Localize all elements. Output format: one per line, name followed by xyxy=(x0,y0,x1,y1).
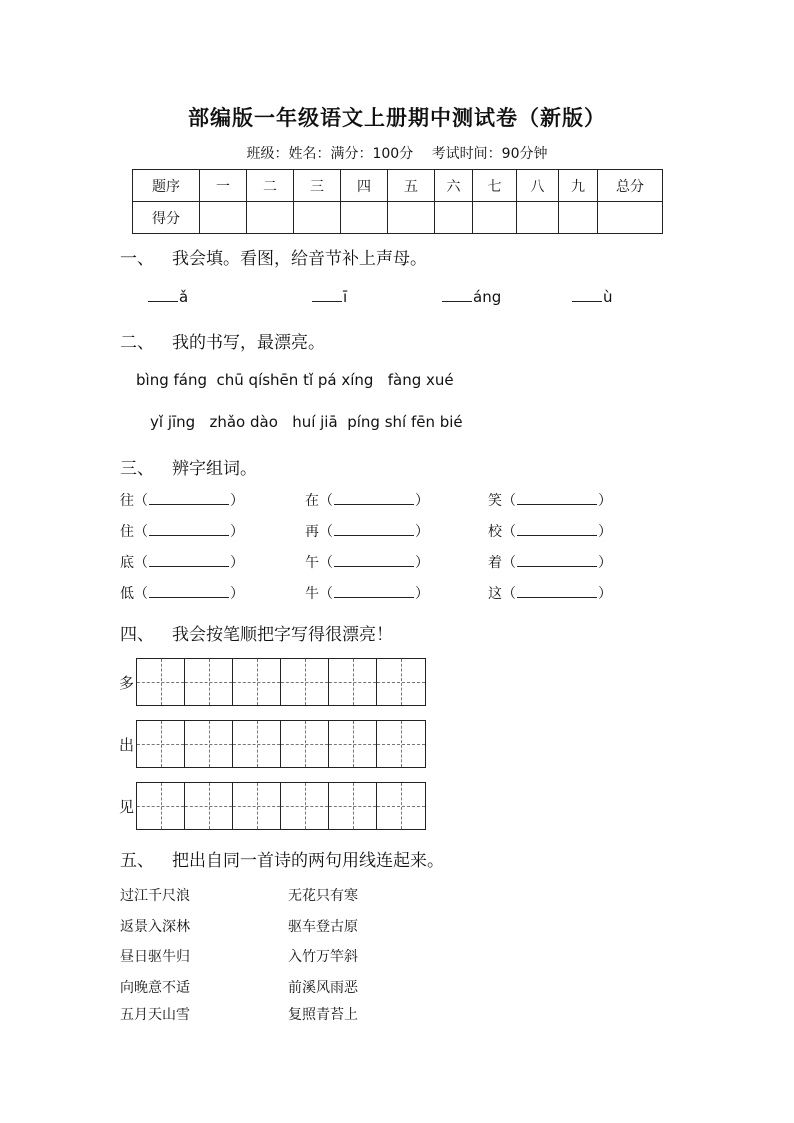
paren-open: （ xyxy=(319,524,333,540)
section-text: 我会按笔顺把字写得很漂亮！ xyxy=(172,625,393,645)
paren-close: ） xyxy=(598,586,612,602)
answer-line[interactable] xyxy=(334,554,414,567)
grid-cell[interactable] xyxy=(185,659,233,705)
target-char: 牛 xyxy=(305,586,319,602)
word-item[interactable] xyxy=(488,583,612,603)
answer-line[interactable] xyxy=(334,523,414,536)
target-char: 再 xyxy=(305,524,319,540)
grid-cell[interactable] xyxy=(137,659,185,705)
score-cell[interactable] xyxy=(559,202,598,234)
section-number: 四、 xyxy=(120,625,154,645)
paren-close: ） xyxy=(415,586,429,602)
answer-line[interactable] xyxy=(149,585,229,598)
score-cell[interactable] xyxy=(435,202,473,234)
grid-cell[interactable] xyxy=(281,659,329,705)
q1-item[interactable] xyxy=(312,288,347,306)
target-char: 笑 xyxy=(488,493,502,509)
paren-close: ） xyxy=(230,493,244,509)
syllable-text: ǎ xyxy=(179,288,189,306)
grid-cell[interactable] xyxy=(377,721,425,767)
grid-cell[interactable] xyxy=(233,659,281,705)
poem-line-right[interactable]: 入竹万竿斜 xyxy=(288,949,358,965)
answer-line[interactable] xyxy=(149,554,229,567)
poem-line-right[interactable]: 驱车登古原 xyxy=(288,919,358,935)
score-header-cell: 五 xyxy=(388,170,435,202)
paren-open: （ xyxy=(319,493,333,509)
section-number: 二、 xyxy=(120,333,154,353)
grid-cell[interactable] xyxy=(329,721,377,767)
paren-open: （ xyxy=(502,493,516,509)
poem-line-left[interactable]: 五月天山雪 xyxy=(120,1007,190,1023)
section-4-heading xyxy=(120,620,393,645)
paren-open: （ xyxy=(319,586,333,602)
score-cell[interactable] xyxy=(598,202,663,234)
grid-cell[interactable] xyxy=(377,659,425,705)
word-item[interactable] xyxy=(488,521,612,541)
score-header-cell: 六 xyxy=(435,170,473,202)
score-header-cell: 八 xyxy=(517,170,559,202)
score-table-header-row xyxy=(133,170,663,202)
target-char: 这 xyxy=(488,586,502,602)
target-char: 往 xyxy=(120,493,134,509)
writing-grid[interactable] xyxy=(136,720,426,768)
pinyin-line: yǐ jīng zhǎo dào huí jiā píng shí fēn bié xyxy=(150,413,463,431)
exam-info xyxy=(0,143,794,163)
paren-close: ） xyxy=(598,493,612,509)
score-header-cell: 总分 xyxy=(598,170,663,202)
paren-open: （ xyxy=(319,555,333,571)
paren-close: ） xyxy=(415,493,429,509)
syllable-text: ù xyxy=(603,288,613,306)
answer-line[interactable] xyxy=(517,492,597,505)
word-item[interactable] xyxy=(120,583,244,603)
writing-grid[interactable] xyxy=(136,782,426,830)
grid-cell[interactable] xyxy=(281,783,329,829)
syllable-text: ī xyxy=(343,288,348,306)
score-header-cell: 二 xyxy=(247,170,294,202)
target-char: 午 xyxy=(305,555,319,571)
word-item[interactable] xyxy=(120,490,244,510)
writing-grid[interactable] xyxy=(136,658,426,706)
score-header-cell: 题序 xyxy=(133,170,200,202)
score-header-cell: 九 xyxy=(559,170,598,202)
section-number: 一、 xyxy=(120,249,154,269)
score-cell[interactable] xyxy=(341,202,388,234)
poem-line-left[interactable]: 向晚意不适 xyxy=(120,980,190,996)
word-item[interactable] xyxy=(305,521,429,541)
score-cell[interactable] xyxy=(388,202,435,234)
target-char: 校 xyxy=(488,524,502,540)
answer-line[interactable] xyxy=(334,492,414,505)
score-cell[interactable] xyxy=(517,202,559,234)
grid-cell[interactable] xyxy=(185,721,233,767)
paren-open: （ xyxy=(502,555,516,571)
paren-close: ） xyxy=(415,524,429,540)
section-number: 三、 xyxy=(120,459,154,479)
answer-blank[interactable] xyxy=(312,288,342,302)
pinyin-line: bìng fáng chū qíshēn tǐ pá xíng fàng xué xyxy=(136,371,454,389)
grid-cell[interactable] xyxy=(329,783,377,829)
section-text: 辨字组词。 xyxy=(172,459,257,479)
score-table xyxy=(132,169,663,234)
paren-close: ） xyxy=(230,586,244,602)
score-cell[interactable] xyxy=(200,202,247,234)
section-1-heading xyxy=(120,244,427,269)
exam-info-student: 班级：姓名：满分：100分 xyxy=(246,146,414,162)
section-5-heading xyxy=(120,846,444,871)
answer-line[interactable] xyxy=(149,492,229,505)
target-char: 在 xyxy=(305,493,319,509)
target-char: 住 xyxy=(120,524,134,540)
answer-blank[interactable] xyxy=(442,288,472,302)
paren-open: （ xyxy=(134,524,148,540)
score-cell[interactable] xyxy=(294,202,341,234)
grid-cell[interactable] xyxy=(377,783,425,829)
paren-close: ） xyxy=(598,524,612,540)
poem-line-left[interactable]: 过江千尺浪 xyxy=(120,888,190,904)
target-char: 低 xyxy=(120,586,134,602)
exam-info-time: 考试时间：90分钟 xyxy=(431,146,548,162)
paren-open: （ xyxy=(134,555,148,571)
paren-open: （ xyxy=(502,524,516,540)
score-header-cell: 四 xyxy=(341,170,388,202)
word-item[interactable] xyxy=(305,490,429,510)
practice-char: 出 xyxy=(119,736,135,754)
score-header-cell: 一 xyxy=(200,170,247,202)
grid-cell[interactable] xyxy=(329,659,377,705)
paren-close: ） xyxy=(598,555,612,571)
paren-close: ） xyxy=(230,524,244,540)
word-item[interactable] xyxy=(120,552,244,572)
section-text: 把出自同一首诗的两句用线连起来。 xyxy=(172,851,444,871)
section-2-heading xyxy=(120,328,325,353)
word-item[interactable] xyxy=(488,490,612,510)
poem-line-right[interactable]: 复照青苔上 xyxy=(288,1007,358,1023)
poem-line-right[interactable]: 前溪风雨恶 xyxy=(288,980,358,996)
grid-cell[interactable] xyxy=(137,721,185,767)
practice-char: 多 xyxy=(119,674,135,692)
paren-open: （ xyxy=(134,586,148,602)
score-cell[interactable] xyxy=(473,202,517,234)
word-item[interactable] xyxy=(305,583,429,603)
paren-open: （ xyxy=(134,493,148,509)
grid-cell[interactable] xyxy=(281,721,329,767)
section-number: 五、 xyxy=(120,851,154,871)
q1-item[interactable] xyxy=(148,288,188,306)
answer-line[interactable] xyxy=(517,585,597,598)
grid-cell[interactable] xyxy=(233,721,281,767)
grid-cell[interactable] xyxy=(185,783,233,829)
page-title: 部编版一年级语文上册期中测试卷（新版） xyxy=(188,106,606,130)
answer-line[interactable] xyxy=(517,554,597,567)
word-item[interactable] xyxy=(120,521,244,541)
grid-cell[interactable] xyxy=(137,783,185,829)
section-3-heading xyxy=(120,454,257,479)
poem-line-left[interactable]: 昼日驱牛归 xyxy=(120,949,190,965)
target-char: 着 xyxy=(488,555,502,571)
score-row-label: 得分 xyxy=(133,202,200,234)
q1-item[interactable] xyxy=(572,288,613,306)
answer-blank[interactable] xyxy=(572,288,602,302)
poem-line-right[interactable]: 无花只有寒 xyxy=(288,888,358,904)
poem-line-left[interactable]: 返景入深林 xyxy=(120,919,190,935)
practice-char: 见 xyxy=(119,798,135,816)
grid-cell[interactable] xyxy=(233,783,281,829)
paren-open: （ xyxy=(502,586,516,602)
word-item[interactable] xyxy=(488,552,612,572)
section-text: 我的书写，最漂亮。 xyxy=(172,333,325,353)
word-item[interactable] xyxy=(305,552,429,572)
paren-close: ） xyxy=(230,555,244,571)
syllable-text: áng xyxy=(473,288,502,306)
answer-blank[interactable] xyxy=(148,288,178,302)
paren-close: ） xyxy=(415,555,429,571)
score-header-cell: 三 xyxy=(294,170,341,202)
q1-item[interactable] xyxy=(442,288,501,306)
section-text: 我会填。看图，给音节补上声母。 xyxy=(172,249,427,269)
score-table-score-row xyxy=(133,202,663,234)
answer-line[interactable] xyxy=(334,585,414,598)
target-char: 底 xyxy=(120,555,134,571)
score-cell[interactable] xyxy=(247,202,294,234)
answer-line[interactable] xyxy=(517,523,597,536)
answer-line[interactable] xyxy=(149,523,229,536)
score-header-cell: 七 xyxy=(473,170,517,202)
